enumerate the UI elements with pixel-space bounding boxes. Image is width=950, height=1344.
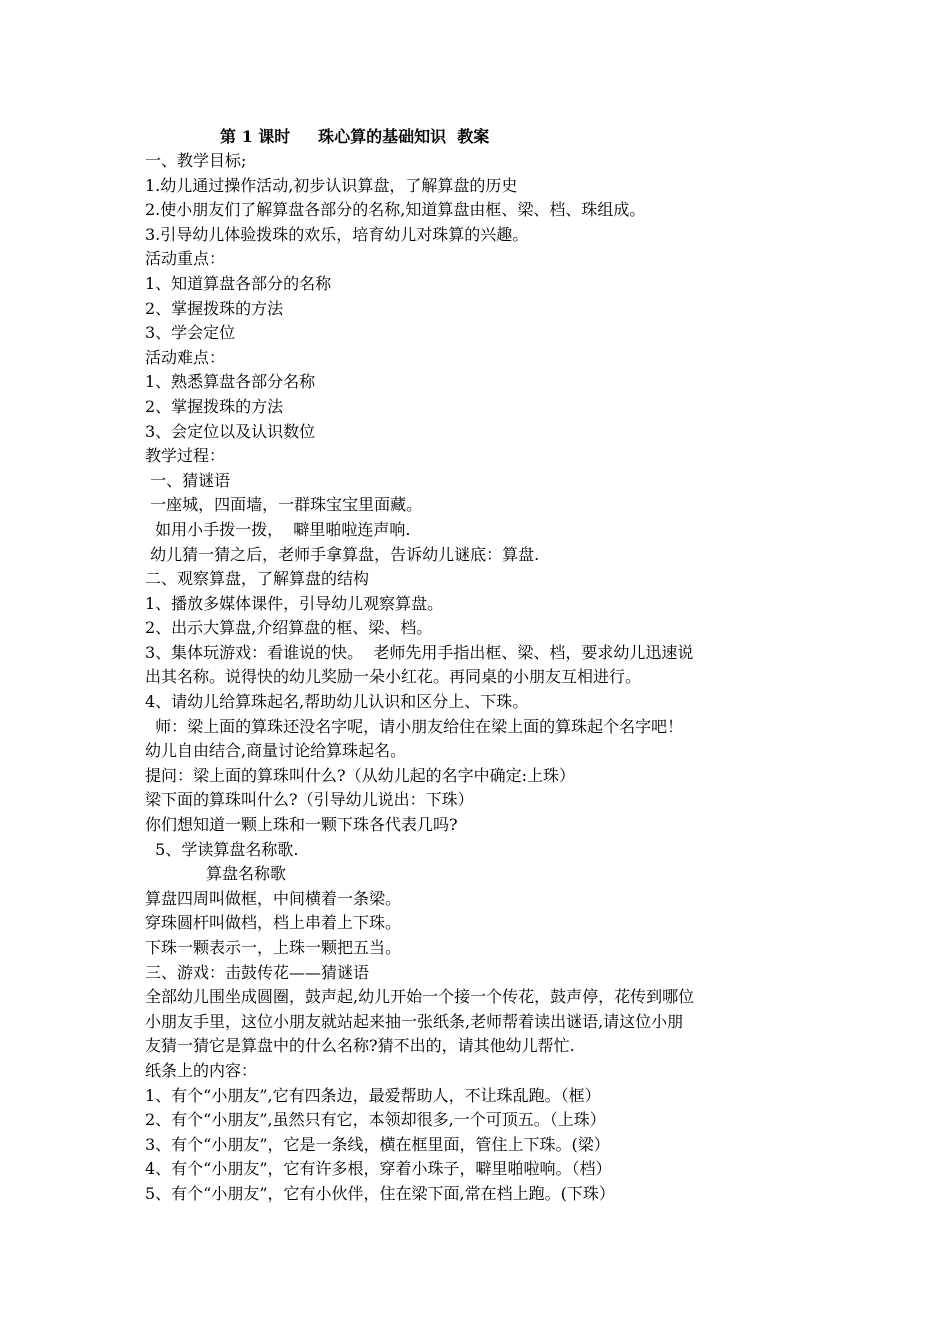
- text-line: 3、集体玩游戏：看谁说的快。 老师先用手指出框、梁、档，要求幼儿迅速说: [145, 642, 694, 662]
- text-line: 3.引导幼儿体验拨珠的欢乐，培育幼儿对珠算的兴趣。: [145, 224, 529, 244]
- text-line: 2.使小朋友们了解算盘各部分的名称,知道算盘由框、梁、档、珠组成。: [145, 200, 646, 220]
- text-line: 1、熟悉算盘各部分名称: [145, 372, 316, 392]
- text-line: 出其名称。说得快的幼儿奖励一朵小红花。再同桌的小朋友互相进行。: [145, 667, 642, 687]
- text-line: 梁下面的算珠叫什么?（引导幼儿说出：下珠）: [145, 790, 474, 810]
- document-title: 第 1 课时 珠心算的基础知识 教案: [220, 127, 490, 146]
- text-line: 幼儿自由结合,商量讨论给算珠起名。: [145, 741, 407, 761]
- text-line: 2、有个“小朋友”,虽然只有它，本领却很多,一个可顶五。（上珠）: [145, 1110, 606, 1130]
- text-line: 全部幼儿围坐成圆圈，鼓声起,幼儿开始一个接一个传花，鼓声停，花传到哪位: [145, 987, 695, 1007]
- text-line: 如用小手拨一拨， 噼里啪啦连声响.: [145, 519, 411, 539]
- text-line: 4、有个“小朋友”，它有许多根，穿着小珠子，噼里啪啦响。（档）: [145, 1159, 612, 1179]
- text-line: 2、掌握拨珠的方法: [145, 298, 284, 318]
- text-line: 下珠一颗表示一，上珠一颗把五当。: [145, 938, 402, 957]
- text-line: 一、教学目标;: [145, 151, 247, 170]
- text-line: 友猜一猜它是算盘中的什么名称?猜不出的，请其他幼儿帮忙.: [145, 1036, 575, 1056]
- text-line: 3、会定位以及认识数位: [145, 421, 316, 441]
- text-line: 纸条上的内容：: [145, 1060, 258, 1080]
- text-line: 师：梁上面的算珠还没名字呢，请小朋友给住在梁上面的算珠起个名字吧！: [145, 716, 684, 736]
- document-body: [145, 149, 815, 1207]
- text-line: 一、猜谜语: [145, 470, 231, 490]
- text-line: 一座城，四面墙，一群珠宝宝里面藏。: [145, 495, 423, 515]
- text-line: 小朋友手里，这位小朋友就站起来抽一张纸条,老师帮着读出谜语,请这位小朋: [145, 1011, 684, 1031]
- text-line: 教学过程：: [145, 446, 226, 466]
- text-line: 提问：梁上面的算珠叫什么?（从幼儿起的名字中确定:上珠）: [145, 765, 575, 785]
- text-line: 算盘四周叫做框，中间横着一条梁。: [145, 888, 402, 908]
- text-line: 5、有个“小朋友”，它有小伙伴，住在梁下面,常在档上跑。(下珠）: [145, 1183, 615, 1203]
- text-line: 2、掌握拨珠的方法: [145, 396, 284, 416]
- text-line: 幼儿猜一猜之后，老师手拿算盘，告诉幼儿谜底：算盘.: [145, 544, 540, 564]
- text-line: 你们想知道一颗上珠和一颗下珠各代表几吗?: [145, 815, 458, 835]
- document-page: [145, 124, 815, 1207]
- text-line: 算盘名称歌: [145, 864, 287, 884]
- text-line: 2、出示大算盘,介绍算盘的框、梁、档。: [145, 618, 433, 638]
- text-line: 3、有个“小朋友”，它是一条线，横在框里面，管住上下珠。(梁）: [145, 1134, 610, 1154]
- text-line: 1、播放多媒体课件，引导幼儿观察算盘。: [145, 593, 444, 613]
- text-line: 3、学会定位: [145, 323, 236, 343]
- text-line: 活动重点：: [145, 249, 226, 269]
- text-line: 1、有个“小朋友”,它有四条边，最爱帮助人，不让珠乱跑。（框）: [145, 1085, 601, 1105]
- text-line: 1、知道算盘各部分的名称: [145, 273, 332, 293]
- text-line: 三、游戏：击鼓传花——猜谜语: [145, 962, 370, 982]
- text-line: 5、学读算盘名称歌.: [145, 839, 299, 859]
- text-line: 1.幼儿通过操作活动,初步认识算盘，了解算盘的历史: [145, 175, 518, 195]
- text-line: 二、观察算盘，了解算盘的结构: [145, 569, 370, 589]
- text-line: 活动难点：: [145, 347, 226, 367]
- text-line: 4、请幼儿给算珠起名,帮助幼儿认识和区分上、下珠。: [145, 692, 529, 712]
- text-line: 穿珠圆杆叫做档，档上串着上下珠。: [145, 913, 402, 933]
